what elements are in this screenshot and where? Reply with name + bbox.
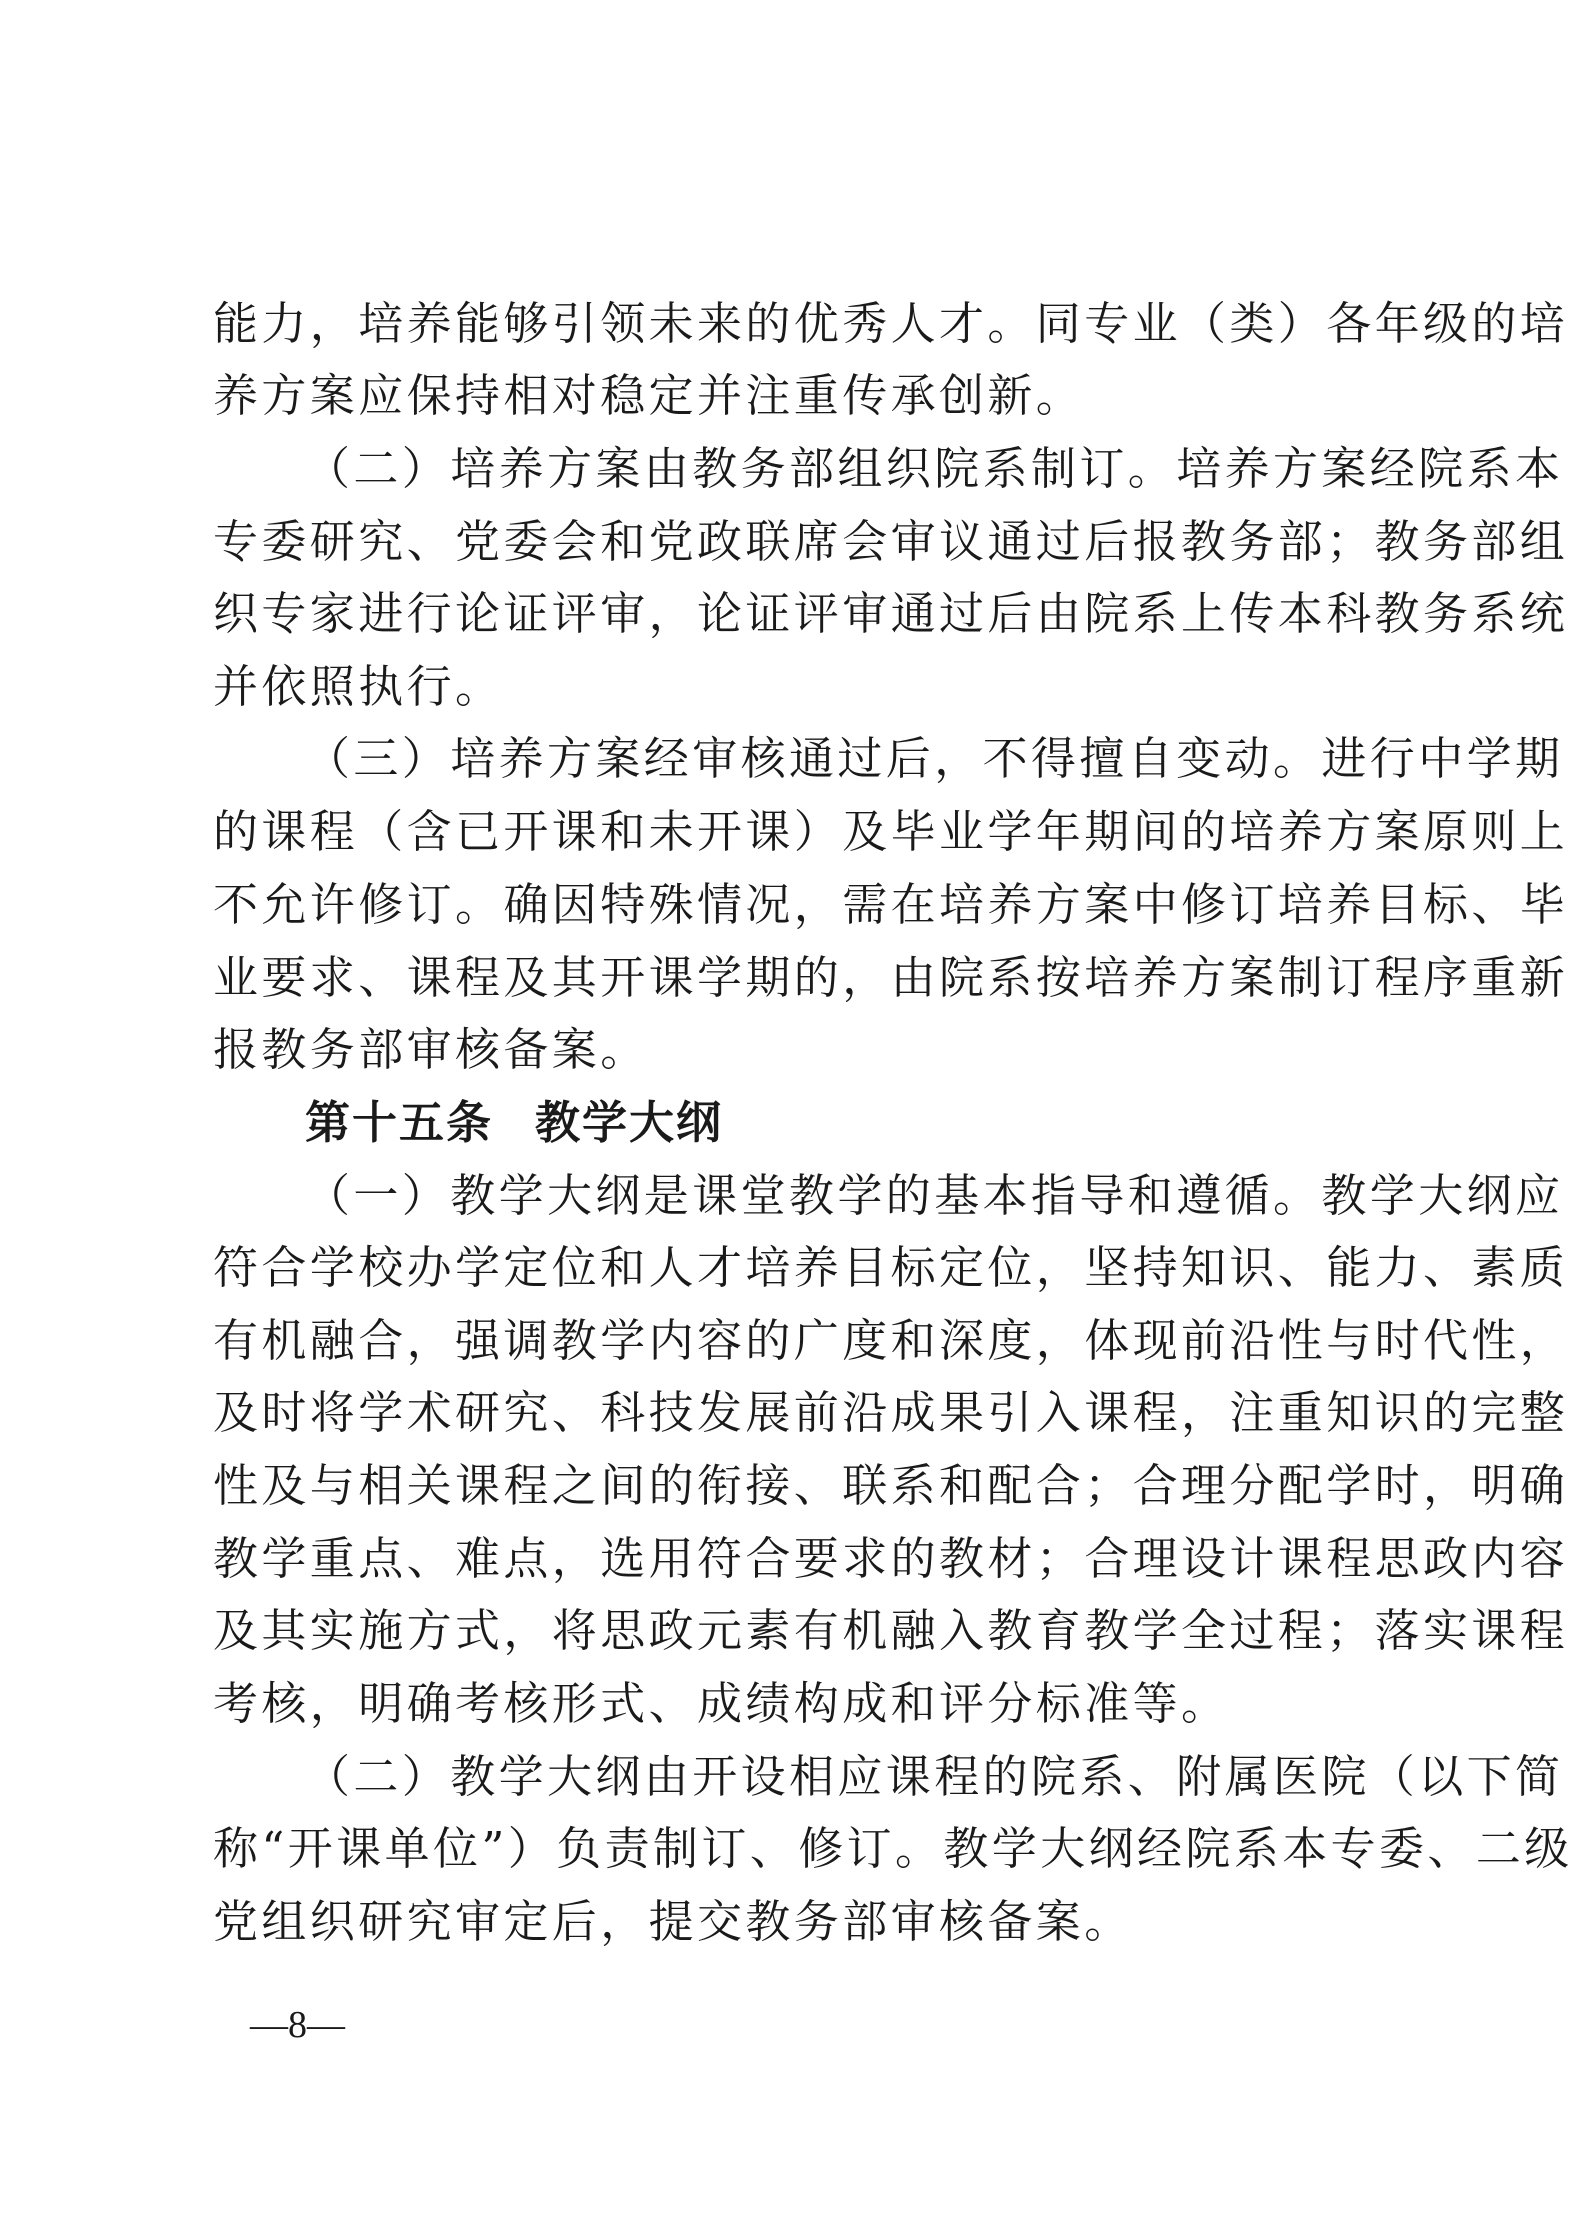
paragraph-line: 织专家进行论证评审，论证评审通过后由院系上传本科教务系统: [213, 587, 1569, 640]
article-heading: [305, 1088, 1373, 1158]
paragraph-line: 及时将学术研究、科技发展前沿成果引入课程，注重知识的完整: [213, 1386, 1569, 1439]
paragraph-line: 专委研究、党委会和党政联席会审议通过后报教务部；教务部组: [213, 515, 1569, 568]
paragraph-line: 符合学校办学定位和人才培养目标定位，坚持知识、能力、素质: [213, 1241, 1569, 1294]
paragraph-line: 教学重点、难点，选用符合要求的教材；合理设计课程思政内容: [213, 1532, 1569, 1585]
page-number: —8—: [250, 2004, 345, 2046]
paragraph-line: （一）教学大纲是课堂教学的基本指导和遵循。教学大纲应: [305, 1169, 1564, 1222]
paragraph-line: 及其实施方式，将思政元素有机融入教育教学全过程；落实课程: [213, 1604, 1569, 1657]
paragraph-line: （三）培养方案经审核通过后，不得擅自变动。进行中学期: [305, 732, 1564, 785]
paragraph-line: （二）教学大纲由开设相应课程的院系、附属医院（以下简: [305, 1750, 1564, 1803]
paragraph-line: 并依照执行。: [213, 660, 504, 713]
paragraph-line: 养方案应保持相对稳定并注重传承创新。: [213, 369, 1085, 422]
paragraph-line: 考核，明确考核形式、成绩构成和评分标准等。: [213, 1677, 1230, 1730]
article-title: 教学大纲: [535, 1096, 724, 1149]
paragraph-line: 业要求、课程及其开课学期的，由院系按培养方案制订程序重新: [213, 951, 1569, 1004]
paragraph-line: 能力，培养能够引领未来的优秀人才。同专业（类）各年级的培: [213, 297, 1569, 350]
paragraph-line: 不允许修订。确因特殊情况，需在培养方案中修订培养目标、毕: [213, 878, 1569, 931]
paragraph-line: 报教务部审核备案。: [213, 1023, 649, 1076]
article-number: 第十五条: [305, 1096, 494, 1149]
paragraph-line: （二）培养方案由教务部组织院系制订。培养方案经院系本: [305, 442, 1564, 495]
paragraph-line: 称“开课单位”）负责制订、修订。教学大纲经院系本专委、二级: [213, 1822, 1573, 1875]
paragraph-line: 党组织研究审定后，提交教务部审核备案。: [213, 1895, 1133, 1948]
paragraph-line: 性及与相关课程之间的衔接、联系和配合；合理分配学时，明确: [213, 1459, 1569, 1512]
paragraph-line: 有机融合，强调教学内容的广度和深度，体现前沿性与时代性，: [213, 1314, 1569, 1367]
paragraph-line: 的课程（含已开课和未开课）及毕业学年期间的培养方案原则上: [213, 805, 1569, 858]
